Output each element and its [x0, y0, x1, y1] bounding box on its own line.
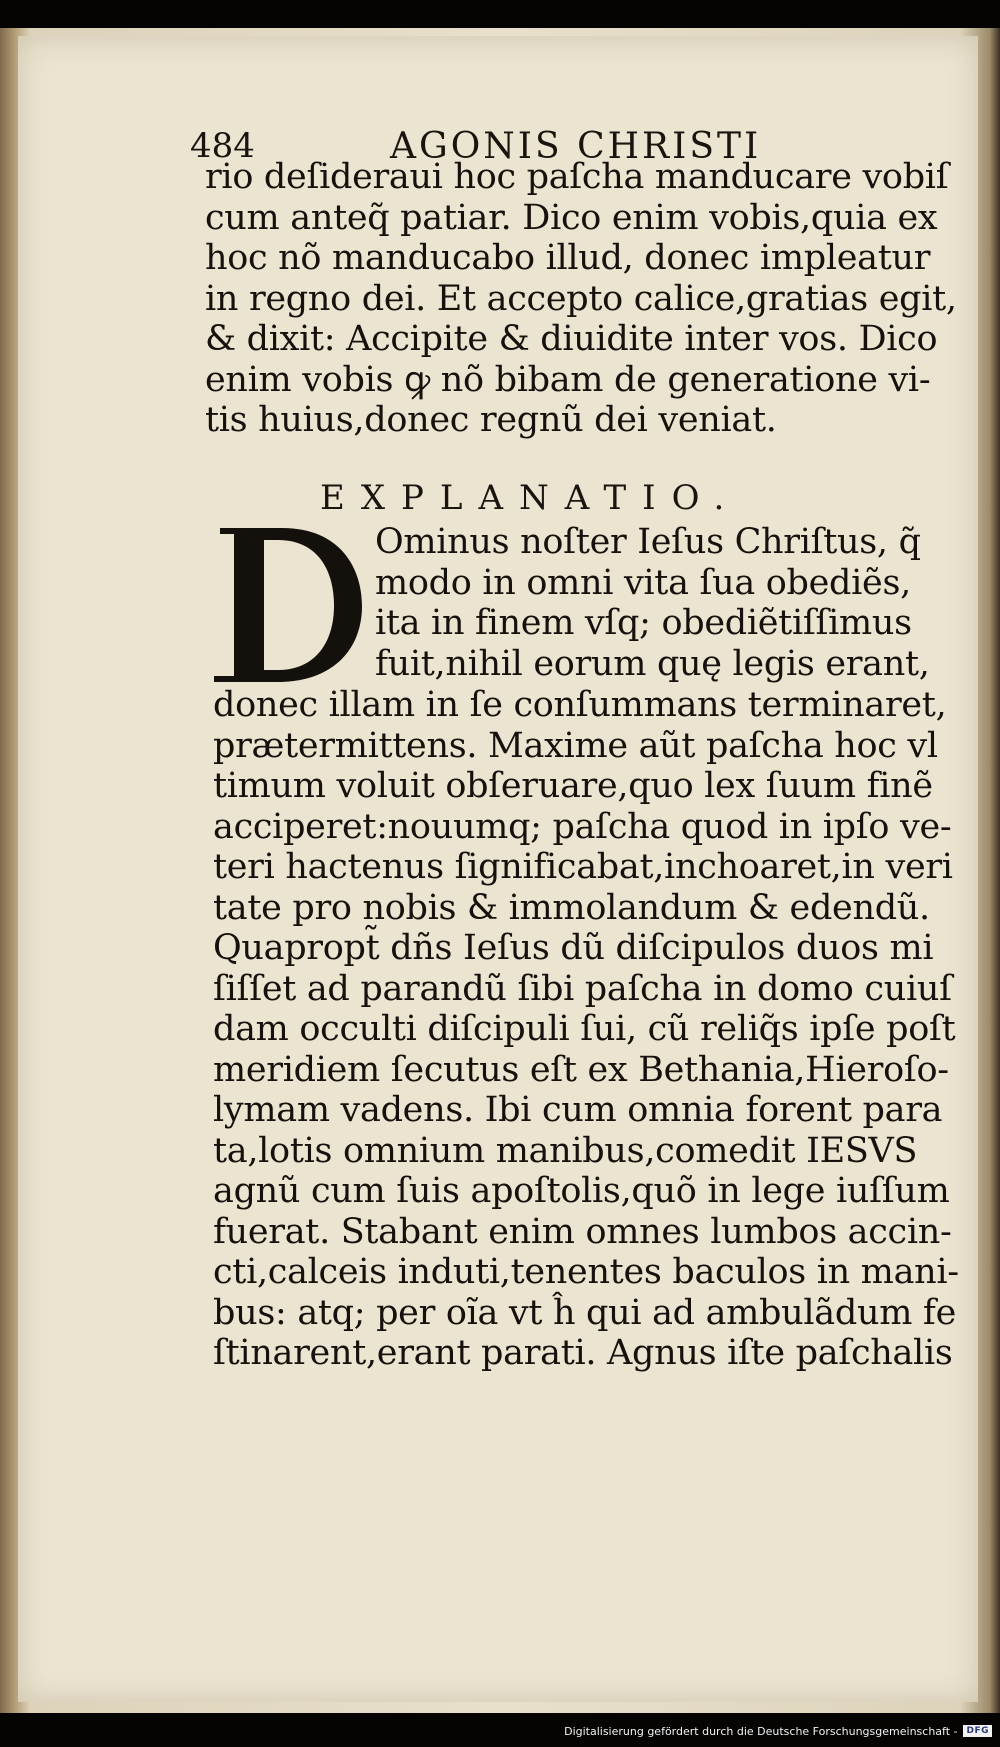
text-line: cti,calceis induti,tenentes baculos in mani-	[213, 1252, 959, 1292]
text-line: bus: atq; per oĩa vt ĥ qui ad ambulãdum fe	[213, 1292, 956, 1333]
text-line: Ominus noſter Ieſus Chriſtus, q̃	[375, 522, 921, 562]
text-line: enim vobis ꝙ nõ bibam de generatione vi-	[205, 359, 931, 400]
text-line: fuit,nihil eorum quę legis erant,	[375, 643, 930, 684]
text-line: lymam vadens. Ibi cum omnia forent para	[213, 1090, 943, 1130]
text-line: modo in omni vita ſua obediẽs,	[375, 562, 911, 603]
text-line: rio deſideraui hoc paſcha manducare vobiſ	[205, 157, 949, 197]
dfg-logo: DFG	[963, 1725, 992, 1737]
text-line: acciperet:nouumq; paſcha quod in ipſo ve-	[213, 806, 952, 847]
text-line: teri hactenus ſignificabat,inchoaret,in veri	[213, 847, 953, 887]
text-line: hoc nõ manducabo illud, donec impleatur	[205, 238, 931, 278]
drop-cap-letter: D	[112, 420, 113, 421]
text-line: agnũ cum ſuis apoſtolis,quõ in lege iuſſum	[213, 1171, 950, 1211]
text-line: ita in finem vſq; obediẽtiſſimus	[375, 603, 912, 643]
text-line: timum voluit obſeruare,quo lex ſuum finẽ	[213, 766, 933, 806]
text-line: ſiſſet ad parandũ ſibi paſcha in domo cuiuſ	[213, 968, 952, 1009]
drop-cap-d	[112, 420, 367, 688]
text-line: prætermittens. Maxime aũt paſcha hoc vl	[213, 725, 938, 766]
text-line: cum anteq̃ patiar. Dico enim vobis,quia ex	[205, 197, 938, 238]
section-title: EXPLANATIO.	[320, 478, 741, 518]
text-line: & dixit: Accipite & diuidite inter vos. Dico	[205, 319, 938, 359]
text-line: in regno dei. Et accepto calice,gratias egit,	[205, 278, 957, 319]
digitization-footer	[564, 1721, 992, 1741]
text-line: ſtinarent,erant parati. Agnus iſte paſchalis	[213, 1333, 953, 1373]
text-line: ta,lotis omnium manibus,comedit IESVS	[213, 1130, 918, 1171]
text-line: donec illam in ſe conſummans terminaret,	[213, 685, 947, 725]
text-line: tate pro nobis & immolandum & edendũ.	[213, 887, 930, 928]
text-line: tis huius,donec regnũ dei veniat.	[205, 400, 777, 440]
text-line: fuerat. Stabant enim omnes lumbos accin-	[213, 1211, 952, 1252]
running-head: AGONIS CHRISTI	[390, 126, 762, 167]
text-line: dam occulti diſcipuli ſui, cũ reliq̃s ipſe poſt	[213, 1009, 956, 1049]
funding-credit: Digitalisierung gefördert durch die Deutsche Forschungsgemeinschaft -	[564, 1724, 958, 1738]
text-line: Quapropt̃ dñs Ieſus dũ diſcipulos duos mi	[213, 928, 934, 968]
text-line: meridiem ſecutus eſt ex Bethania,Hieroſo-	[213, 1049, 949, 1090]
page-number: 484	[190, 126, 255, 166]
